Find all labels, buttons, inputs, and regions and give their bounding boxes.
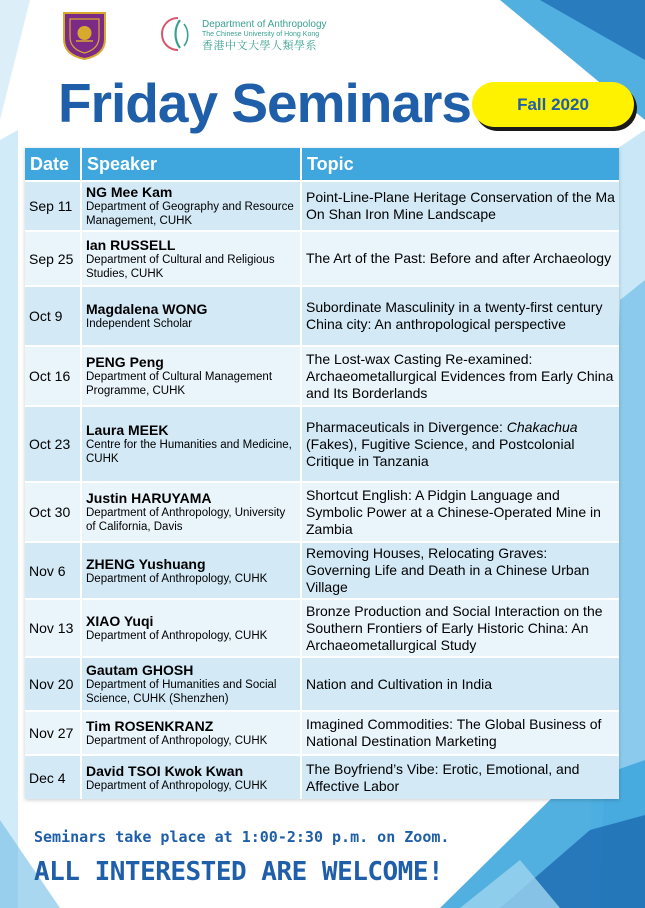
seminar-topic: Bronze Production and Social Interaction on the Southern Frontiers of Early Historic China: An Archaeometallurgical Study: [301, 599, 619, 657]
topic-text: Pharmaceuticals in Divergence:: [306, 418, 507, 435]
seminar-date: Nov 6: [25, 542, 81, 599]
seminar-date: Oct 16: [25, 346, 81, 406]
seminar-topic: Nation and Cultivation in India: [301, 657, 619, 711]
table-row: [25, 755, 619, 799]
table-row: [25, 711, 619, 755]
table-row: [25, 231, 619, 286]
speaker-name: Ian RUSSELL: [86, 236, 176, 253]
table-row: [25, 346, 619, 406]
column-header-date: Date: [25, 148, 81, 181]
speaker-cell: [81, 406, 301, 482]
column-header-topic: Topic: [301, 148, 619, 181]
speaker-affiliation: Department of Geography and Resource Management, CUHK: [86, 201, 294, 227]
speaker-name: Tim ROSENKRANZ: [86, 718, 214, 734]
table-row: [25, 482, 619, 542]
speaker-cell: [81, 542, 301, 599]
speaker-affiliation: Department of Anthropology, University of California, Davis: [86, 507, 286, 533]
speaker-cell: [81, 711, 301, 755]
table-row: [25, 286, 619, 346]
speaker-name: Magdalena WONG: [86, 301, 208, 317]
table-row: [25, 181, 619, 231]
table-row: [25, 542, 619, 599]
seminar-topic: Removing Houses, Relocating Graves: Governing Life and Death in a Chinese Urban Village: [301, 542, 619, 599]
speaker-name: PENG Peng: [86, 354, 164, 370]
schedule-note: Seminars take place at 1:00-2:30 p.m. on Zoom.: [34, 828, 450, 846]
seminar-date: Sep 25: [25, 231, 81, 286]
speaker-affiliation: Centre for the Humanities and Medicine, CUHK: [86, 439, 292, 465]
table-row: [25, 599, 619, 657]
speaker-name: Justin HARUYAMA: [86, 490, 212, 506]
seminar-topic: Subordinate Masculinity in a twenty-first century China city: An anthropological perspective: [301, 286, 619, 346]
speaker-affiliation: Department of Anthropology, CUHK: [86, 735, 268, 747]
seminar-topic: [301, 406, 619, 482]
seminar-date: Nov 13: [25, 599, 81, 657]
topic-emphasis: Chakachua: [506, 418, 578, 435]
seminar-topic: Imagined Commodities: The Global Business of National Destination Marketing: [301, 711, 619, 755]
term-badge: Fall 2020: [472, 82, 634, 127]
dept-name-en: Department of Anthropology: [202, 19, 327, 30]
speaker-affiliation: Independent Scholar: [86, 318, 193, 330]
university-crest-logo: [62, 11, 107, 60]
seminar-topic: The Art of the Past: Before and after Archaeology: [301, 231, 619, 286]
seminar-date: Oct 23: [25, 406, 81, 482]
speaker-name: Laura MEEK: [86, 422, 169, 438]
dept-name-cn: 香港中文大學人類學系: [202, 39, 317, 52]
seminar-topic: Point-Line-Plane Heritage Conservation of the Ma On Shan Iron Mine Landscape: [301, 181, 619, 231]
topic-text: (Fakes), Fugitive Science, and Postcolonial Critique in Tanzania: [306, 435, 575, 469]
seminar-date: Dec 4: [25, 755, 81, 799]
speaker-affiliation: Department of Cultural Management Programme, CUHK: [86, 371, 273, 397]
university-name-en: The Chinese University of Hong Kong: [202, 31, 320, 38]
speaker-cell: [81, 346, 301, 406]
table-row: [25, 657, 619, 711]
speaker-affiliation: Department of Anthropology, CUHK: [86, 630, 268, 642]
seminar-topic: The Lost-wax Casting Re-examined: Archaeometallurgical Evidences from Early China and Its Borderlands: [301, 346, 619, 406]
speaker-name: ZHENG Yushuang: [86, 555, 206, 572]
speaker-cell: [81, 657, 301, 711]
seminar-date: Oct 30: [25, 482, 81, 542]
seminar-topic: Shortcut English: A Pidgin Language and Symbolic Power at a Chinese-Operated Mine in Zambia: [301, 482, 619, 542]
speaker-name: XIAO Yuqi: [86, 613, 154, 629]
speaker-cell: [81, 181, 301, 231]
speaker-cell: [81, 599, 301, 657]
table-row: [25, 406, 619, 482]
seminar-date: Nov 27: [25, 711, 81, 755]
speaker-name: Gautam GHOSH: [86, 662, 194, 678]
speaker-cell: [81, 231, 301, 286]
speaker-cell: [81, 286, 301, 346]
welcome-banner: ALL INTERESTED ARE WELCOME!: [34, 857, 444, 887]
seminar-date: Nov 20: [25, 657, 81, 711]
anthropology-dept-logo: [158, 14, 198, 54]
speaker-cell: [81, 482, 301, 542]
speaker-affiliation: Department of Anthropology, CUHK: [86, 779, 268, 792]
speaker-affiliation: Department of Cultural and Religious Studies, CUHK: [86, 253, 275, 280]
speaker-name: NG Mee Kam: [86, 184, 173, 200]
seminar-topic: The Boyfriend’s Vibe: Erotic, Emotional, and Affective Labor: [301, 755, 619, 799]
seminar-date: Sep 11: [25, 181, 81, 231]
seminar-date: Oct 9: [25, 286, 81, 346]
speaker-affiliation: Department of Anthropology, CUHK: [86, 572, 268, 585]
page-title: Friday Seminars: [58, 72, 471, 134]
table-header-row: [25, 148, 619, 181]
speaker-name: David TSOI Kwok Kwan: [86, 762, 244, 779]
column-header-speaker: Speaker: [81, 148, 301, 181]
speaker-affiliation: Department of Humanities and Social Science, CUHK (Shenzhen): [86, 679, 277, 705]
seminar-schedule-table: [25, 148, 619, 799]
department-wordmark: [202, 19, 327, 53]
speaker-cell: [81, 755, 301, 799]
